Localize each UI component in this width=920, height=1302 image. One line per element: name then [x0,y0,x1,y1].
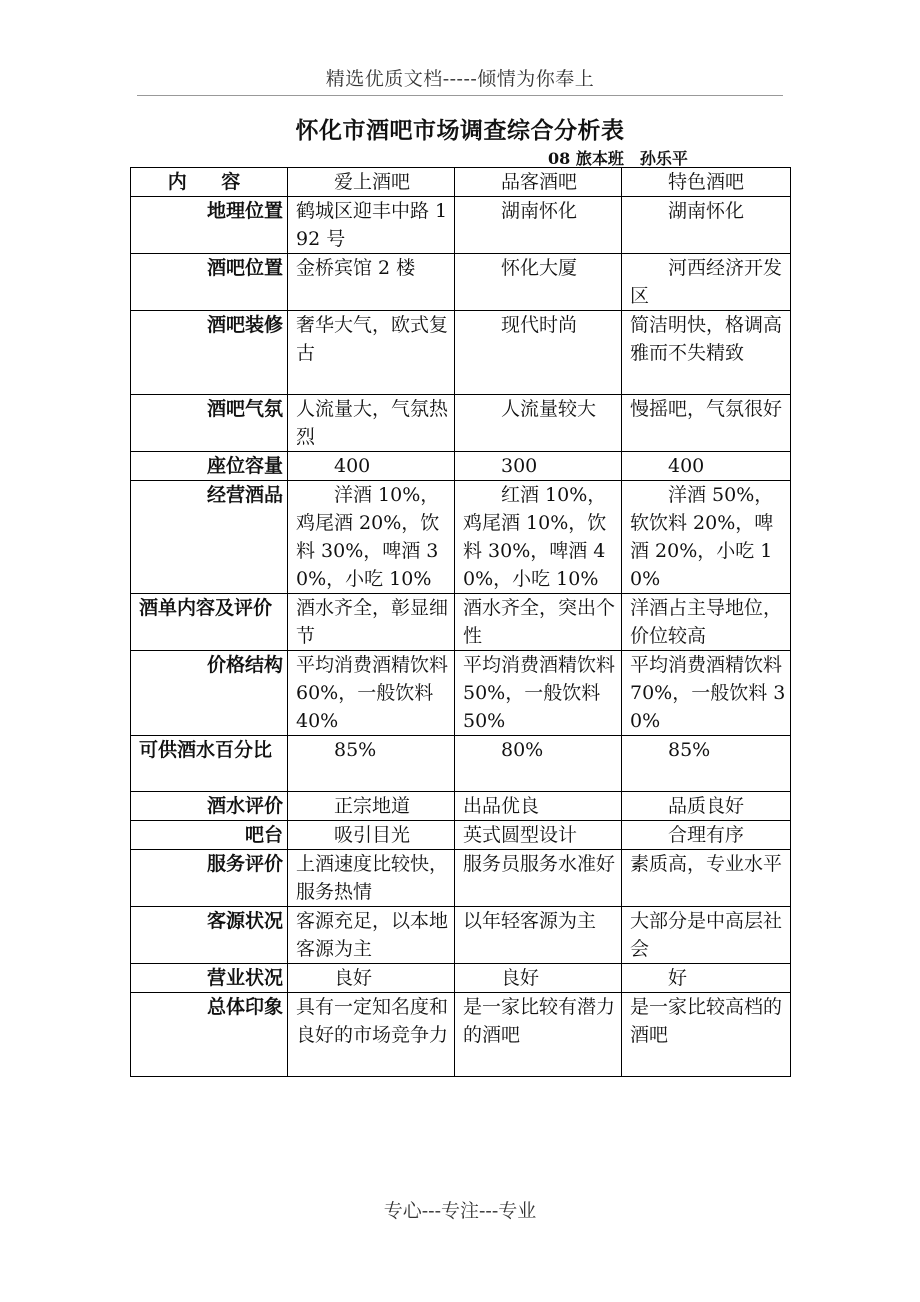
table-cell: 奢华大气，欧式复古 [288,311,455,395]
table-cell: 400 [288,452,455,481]
column-header-tese: 特色酒吧 [622,168,791,197]
table-row [131,481,791,594]
table-row [131,850,791,907]
table-row [131,311,791,395]
row-label: 酒吧气氛 [131,395,288,452]
table-cell: 河西经济开发区 [622,254,791,311]
table-cell: 现代时尚 [455,311,622,395]
table-cell: 洋酒 50%，软饮料 20%，啤酒 20%，小吃 10% [622,481,791,594]
table-cell: 是一家比较高档的酒吧 [622,993,791,1077]
row-label: 座位容量 [131,452,288,481]
table-cell: 人流量较大 [455,395,622,452]
page-footer: 专心---专注---专业 [383,1200,537,1222]
row-label: 地理位置 [131,197,288,254]
table-cell: 85% [288,736,455,792]
table-cell: 上酒速度比较快，服务热情 [288,850,455,907]
column-header-pinke: 品客酒吧 [455,168,622,197]
row-label: 总体印象 [131,993,288,1077]
table-cell: 洋酒占主导地位，价位较高 [622,594,791,651]
row-label: 经营酒品 [131,481,288,594]
table-cell: 良好 [455,964,622,993]
column-header-aishang: 爱上酒吧 [288,168,455,197]
row-label: 酒吧位置 [131,254,288,311]
row-label: 可供酒水百分比 [131,736,288,792]
table-row [131,395,791,452]
table-cell: 酒水齐全，突出个性 [455,594,622,651]
table-row [131,736,791,792]
table-cell: 平均消费酒精饮料 60%，一般饮料 40% [288,651,455,736]
table-cell: 简洁明快，格调高雅而不失精致 [622,311,791,395]
table-cell: 鹤城区迎丰中路 192 号 [288,197,455,254]
table-row [131,197,791,254]
table-cell: 合理有序 [622,821,791,850]
table-cell: 慢摇吧，气氛很好 [622,395,791,452]
table-cell: 洋酒 10%，鸡尾酒 20%，饮料 30%，啤酒 30%，小吃 10% [288,481,455,594]
author-name: 孙乐平 [639,149,688,168]
table-cell: 品质良好 [622,792,791,821]
header-divider [137,95,783,96]
author-line [548,146,688,169]
table-cell: 红酒 10%，鸡尾酒 10%，饮料 30%，啤酒 40%，小吃 10% [455,481,622,594]
column-header-content: 内 容 [131,168,288,197]
table-header-row [131,168,791,197]
table-cell: 85% [622,736,791,792]
row-label: 吧台 [131,821,288,850]
row-label: 服务评价 [131,850,288,907]
table-row [131,651,791,736]
table-cell: 是一家比较有潜力的酒吧 [455,993,622,1077]
table-cell: 以年轻客源为主 [455,907,622,964]
table-cell: 80% [455,736,622,792]
survey-table [130,167,791,1077]
table-cell: 湖南怀化 [622,197,791,254]
table-cell: 具有一定知名度和良好的市场竞争力 [288,993,455,1077]
table-cell: 素质高，专业水平 [622,850,791,907]
row-label: 客源状况 [131,907,288,964]
table-cell: 出品优良 [455,792,622,821]
row-label: 营业状况 [131,964,288,993]
table-row [131,594,791,651]
table-row [131,452,791,481]
table-cell: 300 [455,452,622,481]
table-cell: 平均消费酒精饮料 70%，一般饮料 30% [622,651,791,736]
table-cell: 大部分是中高层社会 [622,907,791,964]
table-row [131,907,791,964]
author-class: 08 旅本班 [548,149,624,168]
table-row [131,993,791,1077]
table-row [131,792,791,821]
table-cell: 400 [622,452,791,481]
page-header: 精选优质文档-----倾情为你奉上 [325,68,595,90]
table-cell: 人流量大，气氛热烈 [288,395,455,452]
table-row [131,821,791,850]
table-row [131,964,791,993]
table-cell: 良好 [288,964,455,993]
table-cell: 平均消费酒精饮料 50%，一般饮料 50% [455,651,622,736]
table-cell: 金桥宾馆 2 楼 [288,254,455,311]
table-cell: 怀化大厦 [455,254,622,311]
table-row [131,254,791,311]
document-title: 怀化市酒吧市场调查综合分析表 [295,117,625,144]
row-label: 酒单内容及评价 [131,594,288,651]
table-cell: 正宗地道 [288,792,455,821]
table-cell: 酒水齐全，彰显细节 [288,594,455,651]
table-cell: 吸引目光 [288,821,455,850]
table-cell: 英式圆型设计 [455,821,622,850]
table-cell: 服务员服务水准好 [455,850,622,907]
row-label: 酒吧装修 [131,311,288,395]
table-cell: 客源充足，以本地客源为主 [288,907,455,964]
row-label: 价格结构 [131,651,288,736]
table-cell: 好 [622,964,791,993]
table-cell: 湖南怀化 [455,197,622,254]
row-label: 酒水评价 [131,792,288,821]
